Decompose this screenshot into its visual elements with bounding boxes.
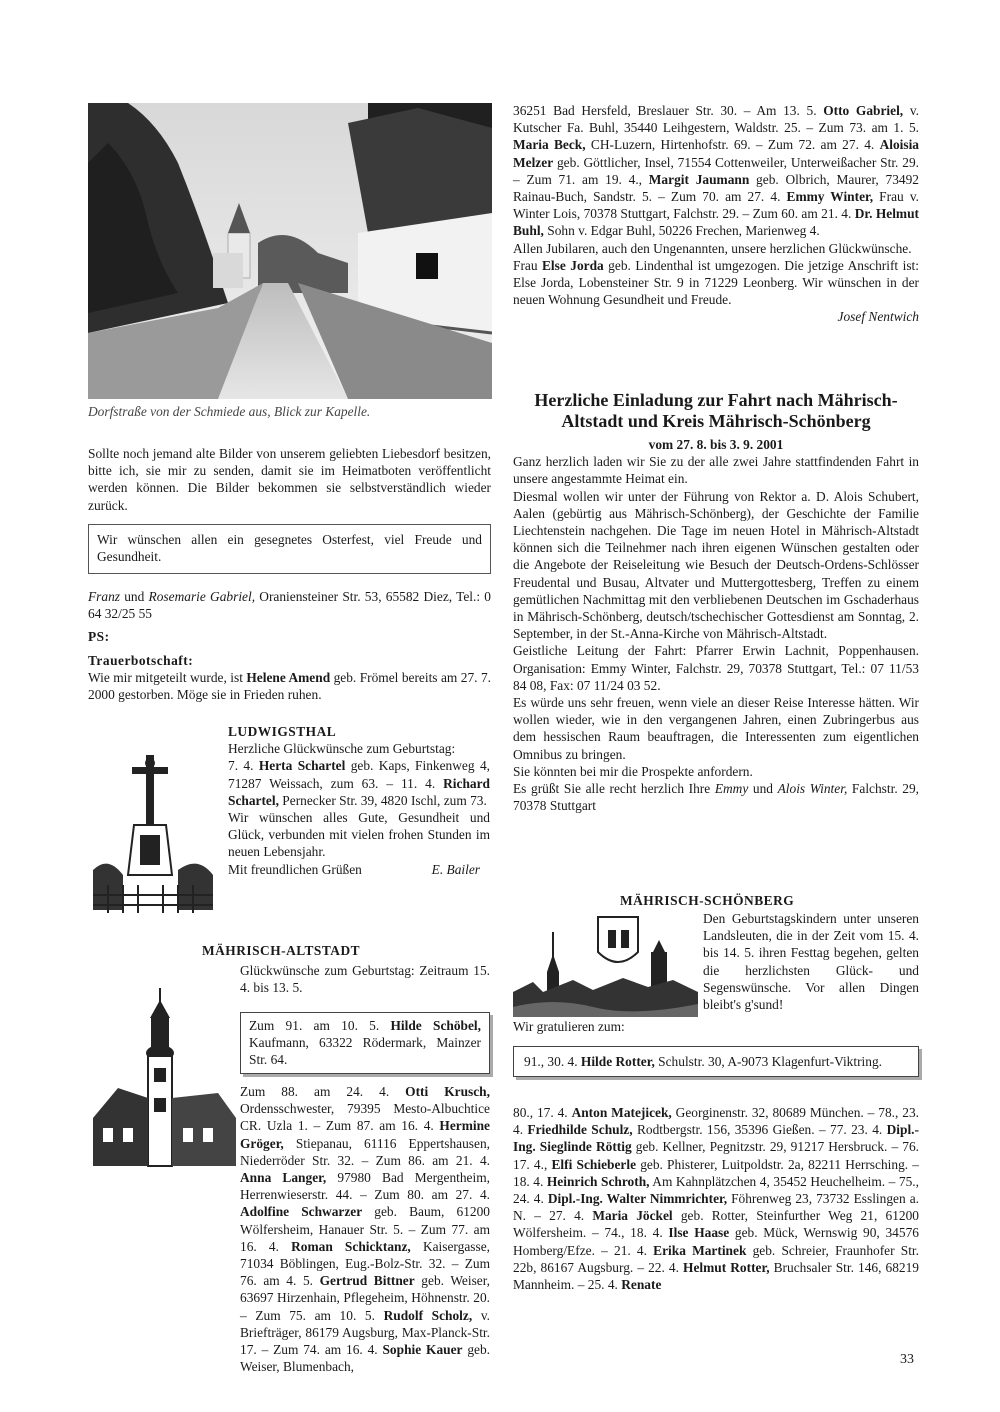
ei-p6a: Es grüßt Sie alle recht herzlich Ihre <box>513 781 715 797</box>
lt-text-1: geb. Kaps, Finkenweg 4, 71287 Weissach, zum 63. – 11. 4. <box>228 758 490 791</box>
ms-m6: Dipl.-Ing. Walter Nimmrichter, <box>547 1191 728 1207</box>
ma-p6: Kaisergasse, 71034 Böblingen, Eug.-Bolz-Str. 32. – Zum 76. am 4. 5. <box>240 1238 490 1289</box>
rt-n6: Dr. Helmut Buhl, <box>513 206 919 239</box>
ma-highlight-text <box>249 1017 481 1069</box>
trauer-text-2: geb. Frömel bereits am 27. 7. 2000 gestorben. Möge sie in Frieden ruhen. <box>88 669 491 703</box>
ms-q6: Am Kahnplätzchen 4, 35452 Heuchelheim. – 75., 24. 4. <box>513 1173 919 1207</box>
ma-box-address: Kaufmann, 63322 Rödermark, Mainzer Str. 64. <box>249 1035 481 1068</box>
rt-n2: Maria Beck, <box>513 137 586 153</box>
ms-box-name: Hilde Rotter, <box>580 1054 655 1069</box>
ludwigsthal-wishes: Wir wünschen alles Gute, Gesundheit und Glück, verbunden mit vielen frohen Stunden im neuen Lebensjahr. <box>228 810 490 860</box>
ma-p3: Stiepanau, 61116 Eppertshausen, Niederröder Str. 32. – Zum 86. am 21. 4. <box>240 1135 490 1168</box>
photo-caption: Dorfstraße von der Schmiede aus, Blick zur Kapelle. <box>88 404 371 419</box>
ms-q9: geb. Mück, Wernswig 90, 34576 Homberg/Efze. – 21. 4. <box>513 1225 919 1258</box>
ma-p4: 97980 Bad Mergentheim, Herrenwieserstr. 44. – Zum 80. am 27. 4. <box>240 1170 490 1203</box>
einladung-p1: Ganz herzlich laden wir Sie zu der alle zwei Jahre stattfindenden Fahrt in unsere angestammte Heimat ein. <box>513 454 919 487</box>
ma-n2: Hermine Gröger, <box>240 1118 490 1151</box>
ma-birthdays-top <box>240 1083 490 1375</box>
trauer-text <box>88 669 491 703</box>
rt-a2: v. Kutscher Fa. Buhl, 35440 Leihgestern, Waldstr. 25. – Zum 73. am 1. 5. <box>513 103 919 136</box>
trauer-text-1: Wie mir mitgeteilt wurde, ist <box>88 669 247 685</box>
ms-m1: Anton Matejicek, <box>571 1105 672 1120</box>
ms-m11: Renate <box>621 1277 662 1293</box>
ms-m9: Erika Martinek <box>653 1242 747 1258</box>
rt-moved <box>513 257 919 309</box>
ms-birthdays <box>513 1104 919 1293</box>
ms-q11: Bruchsaler Str. 146, 68219 Mannheim. – 25. 4. <box>513 1259 919 1293</box>
rt-n4: Margit Jaumann <box>648 171 750 187</box>
rt-cn: Else Jorda <box>542 257 604 273</box>
maehrisch-altstadt-heading: MÄHRISCH-ALTSTADT <box>202 943 361 958</box>
ma-p8: v. Briefträger, 86179 Augsburg, Max-Planck-Str. 17. – Zum 74. am 16. 4. <box>240 1307 490 1358</box>
ms-m7: Maria Jöckel <box>592 1208 673 1224</box>
einladung-title: Herzliche Einladung zur Fahrt nach Mährisch-Altstadt und Kreis Mährisch-Schönberg <box>534 390 898 431</box>
wayside-cross-illustration <box>88 745 218 915</box>
village-street-photo <box>88 103 492 399</box>
church-illustration <box>88 988 238 1168</box>
rt-n1: Otto Gabriel, <box>823 103 904 118</box>
rt-all-jubilars: Allen Jubilaren, auch den Ungenannten, unsere herzlichen Glückwünsche. <box>513 240 912 256</box>
lt-text-2: Pernecker Str. 39, 4820 Ischl, zum 73. <box>278 792 487 808</box>
ms-m4: Elfi Schieberle <box>551 1156 637 1172</box>
lt-signature: E. Bailer <box>431 861 480 877</box>
ma-n3: Anna Langer, <box>240 1170 327 1186</box>
rt-a4: geb. Göttlicher, Insel, 71554 Cottenweiler, Unterweißacher Str. 29. – Zum 71. am 19. 4., <box>513 154 919 187</box>
einladung-p3: Geistliche Leitung der Fahrt: Pfarrer Erwin Lachnit, Poppenhausen. Organisation: Emmy Winter, Falchstr. 29, 70378 Stuttgart, Tel.: 07 11/53 84 08, Fax: 07 11/24 03 52. <box>513 643 919 693</box>
ms-intro: Den Geburtstagskindern unter unseren Landsleuten, die in der Zeit vom 15. 4. bis 14. 5. ihren Festtag begehen, gelten die herzlichsten Glück- und Segenswünsche. Vor allen Dingen bleibt's g'sund! <box>703 911 919 1013</box>
ms-highlight-text <box>524 1053 908 1070</box>
ms-m2: Friedhilde Schulz, <box>527 1122 633 1138</box>
ms-m3: Dipl.-Ing. Sieglinde Röttig <box>513 1122 919 1155</box>
ludwigsthal-greeting-line <box>228 861 490 878</box>
sender-name-2: Rosemarie Gabriel, <box>148 589 256 604</box>
rt-a6: Frau v. Winter Lois, 70378 Stuttgart, Falchstr. 29. – Zum 60. am 21. 4. <box>513 189 919 222</box>
lt-name-2: Richard Schartel, <box>228 775 490 808</box>
ma-p2: Ordensschwester, 79395 Mesto-Albuchtice CR. Uzla 1. – Zum 87. am 16. 4. <box>240 1101 490 1134</box>
einladung-dates: vom 27. 8. bis 3. 9. 2001 <box>648 437 784 452</box>
rt-birthdays <box>513 102 919 240</box>
ma-p7: geb. Weiser, 63697 Hirzenhain, Pflegeheim, Höhnenstr. 20. – Zum 75. am 10. 5. <box>240 1273 490 1323</box>
rt-c1: Frau <box>513 257 542 273</box>
ms-m5: Heinrich Schroth, <box>546 1173 650 1189</box>
ms-gratulieren: Wir gratulieren zum: <box>513 1019 625 1034</box>
ludwigsthal-heading: LUDWIGSTHAL <box>228 724 337 739</box>
intro-paragraph: Sollte noch jemand alte Bilder von unserem geliebten Liebesdorf besitzen, bitte ich, sie mir zu senden, damit sie im Heimatboten veröffentlicht werden können. Die Bilder bekommen sie selbstverständlich wieder zurück. <box>88 446 491 513</box>
easter-greeting-box <box>88 524 491 574</box>
town-skyline-illustration <box>513 912 698 1017</box>
rt-a5: geb. Olbrich, Maurer, 73492 Rainau-Buch, Sandstr. 5. – Zum 70. am 27. 4. <box>513 171 919 205</box>
ma-intro: Glückwünsche zum Geburtstag: Zeitraum 15. 4. bis 13. 5. <box>240 963 490 996</box>
ms-q10: geb. Schreier, Fraunhofer Str. 22b, 86167 Augsburg. – 22. 4. <box>513 1242 919 1275</box>
ms-box-address: Schulstr. 30, A-9073 Klagenfurt-Viktring. <box>654 1054 882 1069</box>
rt-c2: geb. Lindenthal ist umgezogen. Die jetzige Anschrift ist: Else Jorda, Lobensteiner Str. 9 in 71229 Leonberg. Wir wünschen in der neuen Wohnung Gesundheit und Freude. <box>513 257 919 308</box>
rt-a7: Sohn v. Edgar Buhl, 50226 Frechen, Marienweg 4. <box>543 223 820 239</box>
ms-q8: geb. Rotter, Steinfurther Weg 21, 61200 Wölfersheim. – 74., 18. 4. <box>513 1208 919 1241</box>
einladung-p4: Es würde uns sehr freuen, wenn viele an dieser Reise Interesse hätten. Wir wollen wieder, wie in den vergangenen Jahren, einen Zubringerbus aus dem hessischen Raum beauftragen, die Interessenten zum eigentlichen Omnibus zu bringen. <box>513 695 919 762</box>
rt-a1: 36251 Bad Hersfeld, Breslauer Str. 30. – Am 13. 5. <box>513 103 824 118</box>
einladung-p6 <box>513 780 919 814</box>
ms-q4: geb. Kellner, Pegnitzstr. 29, 91217 Hersbruck. – 76. 17. 4., <box>513 1139 919 1172</box>
trauer-heading: Trauerbotschaft: <box>88 652 194 668</box>
rt-signature: Josef Nentwich <box>837 309 919 325</box>
sender-and: und <box>120 589 149 604</box>
rt-n3: Aloisia Melzer <box>513 137 919 170</box>
ma-box-name: Hilde Schöbel, <box>390 1018 481 1033</box>
ludwigsthal-birthday-1 <box>228 757 490 809</box>
ms-m10: Helmut Rotter, <box>683 1259 770 1275</box>
sender-address <box>88 588 491 622</box>
ma-n8: Sophie Kauer <box>382 1342 463 1358</box>
photo-caption-block <box>88 403 491 420</box>
lt-date: 7. 4. <box>228 758 259 774</box>
ma-box-date: Zum 91. am 10. 5. <box>249 1018 391 1033</box>
trauer-name: Helene Amend <box>246 669 331 685</box>
ms-m8: Ilse Haase <box>668 1225 730 1241</box>
einladung-p5: Sie könnten bei mir die Prospekte anfordern. <box>513 763 753 779</box>
lt-name-1: Herta Schartel <box>258 758 346 774</box>
ei-p6n2: Alois Winter, <box>777 781 848 797</box>
ms-q5: geb. Phisterer, Luitpoldstr. 2a, 82211 Herrsching. – 18. 4. <box>513 1156 919 1189</box>
ps-label: PS: <box>88 629 110 645</box>
ma-n6: Gertrud Bittner <box>319 1273 415 1289</box>
ma-n1: Otti Krusch, <box>405 1084 490 1099</box>
ms-q2: Georginenstr. 32, 80689 München. – 78., 23. 4. <box>513 1105 919 1138</box>
rt-n5: Emmy Winter, <box>786 189 874 205</box>
page-number: 33 <box>900 1352 914 1367</box>
ma-n5: Roman Schicktanz, <box>291 1238 411 1254</box>
rt-a3: CH-Luzern, Hirtenhofstr. 69. – Zum 72. am 27. 4. <box>585 137 880 153</box>
ms-heading: MÄHRISCH-SCHÖNBERG <box>620 893 795 908</box>
sender-name-1: Franz <box>88 589 120 604</box>
ei-p6n1: Emmy <box>714 781 749 797</box>
easter-greeting-text: Wir wünschen allen ein gesegnetes Osterfest, viel Freude und Gesundheit. <box>97 532 482 565</box>
ma-highlight-box <box>240 1012 490 1074</box>
ludwigsthal-intro: Herzliche Glückwünsche zum Geburtstag: <box>228 741 456 757</box>
ma-p9: geb. Weiser, Blumenbach, <box>240 1342 491 1375</box>
ma-p5: geb. Baum, 61200 Wölfersheim, Hanauer Str. 5. – Zum 77. am 16. 4. <box>240 1204 490 1254</box>
ms-q3: Rodtbergstr. 156, 35396 Gießen. – 77. 23. 4. <box>632 1122 887 1138</box>
ms-q7: Föhrenweg 23, 73732 Esslingen a. N. – 27. 4. <box>513 1191 919 1224</box>
einladung-p2: Diesmal wollen wir unter der Führung von Rektor a. D. Alois Schubert, Aalen (gebürtig aus Mährisch-Schönberg), der Geschichte der Familie Liechtenstein nachgehen. Die Tage im neuen Hotel in Mährisch-Altstadt können sich die Teilnehmer nach ihren eigenen Wünschen gestalten oder die Angebote der Reiseleitung wie Besuch der Deutsch-Ordens-Schlösser Freudental und Busau, Altvater und Muttergottesberg, Treffen zu einem gemütlichen Nachmittag mit den verbliebenen Deutschen im Gschaderhaus in Mährisch-Schönberg, deutsch/tschechischer Gottesdienst am Sonntag, 2. September, in der St.-Anna-Kirche von Mährisch-Altstadt. <box>513 488 919 642</box>
ei-p6b: Falchstr. 29, 70378 Stuttgart <box>513 781 920 814</box>
ei-p6u: und <box>748 781 778 797</box>
ms-q1: 80., 17. 4. <box>513 1105 572 1120</box>
sender-address-text: Oraniensteiner Str. 53, 65582 Diez, Tel.: 0 64 32/25 55 <box>88 589 492 622</box>
ms-box-date: 91., 30. 4. <box>524 1054 581 1069</box>
ma-n4: Adolfine Schwarzer <box>240 1204 363 1220</box>
ma-p1: Zum 88. am 24. 4. <box>240 1084 406 1099</box>
ms-highlight-box <box>513 1046 919 1077</box>
ma-n7: Rudolf Scholz, <box>383 1307 473 1323</box>
lt-greeting: Mit freundlichen Grüßen <box>228 861 362 877</box>
